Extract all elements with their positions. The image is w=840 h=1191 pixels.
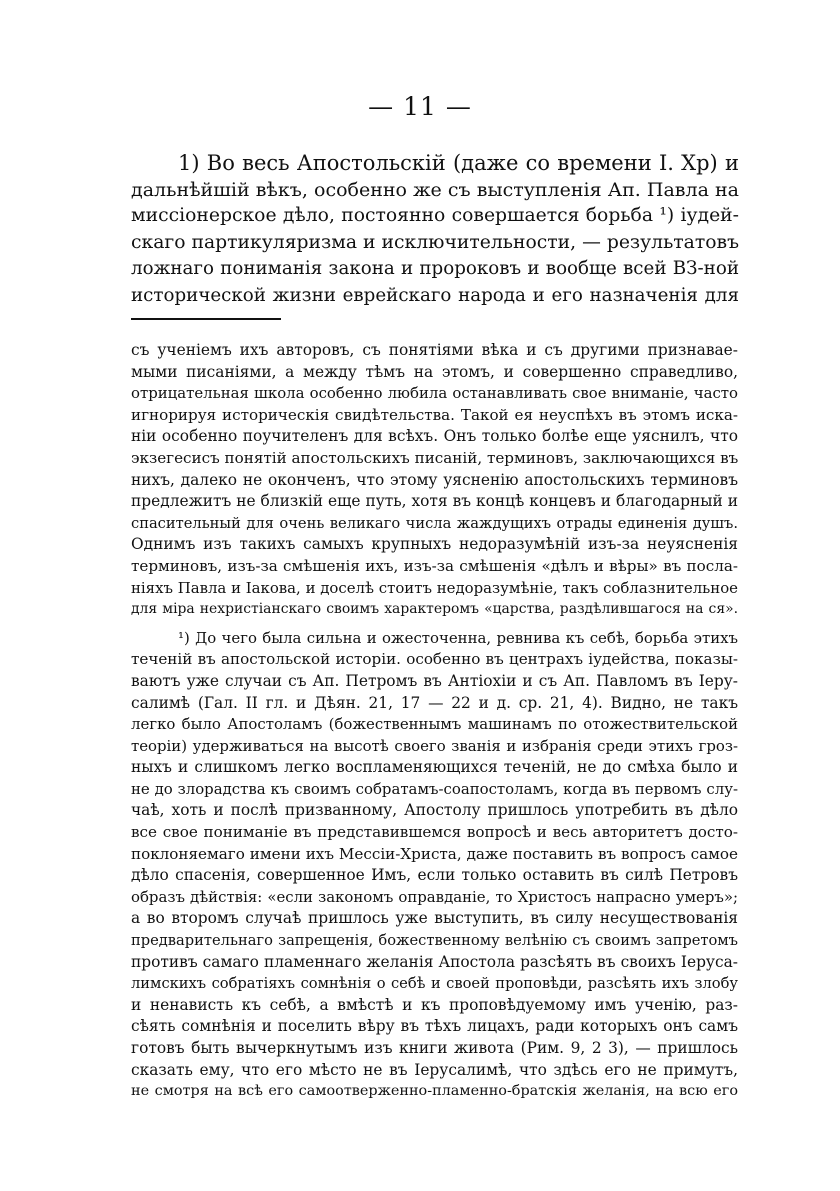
footnote-line: салимѣ (Гал. II гл. и Дѣян. 21, 17 — 22 и д. ср. 21, 4). Видно, не такъ xyxy=(131,693,738,712)
footnote-line: игнорируя историческія свидѣтельства. Такой ея неуспѣхъ въ этомъ иска- xyxy=(131,405,738,424)
footnote-continuation xyxy=(131,340,738,621)
footnote-line: отрицательная школа особенно любила останавливать свое вниманіе, часто xyxy=(131,384,738,403)
footnote-line: предварительнаго запрещенія, божественному велѣнію съ своимъ запретомъ xyxy=(131,932,738,950)
footnote-line: для міра нехристіанскаго своимъ характеромъ «царства, раздѣлившагося на ся». xyxy=(131,601,738,618)
footnote-separator xyxy=(131,318,281,320)
footnotes xyxy=(131,340,738,1103)
footnote-line: ныхъ и слишкомъ легко воспламеняющихся теченій, не до смѣха было и xyxy=(131,758,738,777)
footnote-line: сѣять сомнѣнія и поселить вѣру въ тѣхъ лицахъ, ради которыхъ онъ самъ xyxy=(131,1017,738,1036)
footnote-line: чаѣ, хоть и послѣ призванному, Апостолу пришлось употребить въ дѣло xyxy=(131,801,738,820)
footnote-line: Однимъ изъ такихъ самыхъ крупныхъ недоразумѣній изъ-за неуясненія xyxy=(131,535,738,554)
footnote-line: спасительный для очень великаго числа жаждущихъ отрады единенія душъ. xyxy=(131,514,738,532)
footnote-line: и ненависть къ себѣ, а вмѣстѣ и къ проповѣдуемому имъ ученію, раз- xyxy=(131,995,738,1014)
page-number: — 11 — xyxy=(368,92,472,121)
footnote-line: сказать ему, что его мѣсто не въ Іерусалимѣ, что здѣсь его не примутъ, xyxy=(131,1060,738,1079)
footnote-line: образъ дѣйствія: «если закономъ оправданіе, то Христосъ напрасно умеръ»; xyxy=(131,887,738,906)
footnote-line: экзегесисъ понятій апостольскихъ писаній, терминовъ, заключающихся въ xyxy=(131,448,739,467)
main-line: исторической жизни еврейскаго народа и его назначенія для xyxy=(131,284,739,306)
footnote-line: а во второмъ случаѣ пришлось уже выступить, въ силу несуществованія xyxy=(131,909,738,928)
footnote-line: теоріи) удерживаться на высотѣ своего званія и избранія среди этихъ гроз- xyxy=(131,736,738,755)
footnote-line: предлежитъ не близкій еще путь, хотя въ концѣ концевъ и благодарный и xyxy=(131,492,738,511)
footnote-line: все свое пониманіе въ представившемся вопросѣ и весь авторитетъ досто- xyxy=(131,823,738,842)
footnote-line: ніи особенно поучителенъ для всѣхъ. Онъ только болѣе еще уяснилъ, что xyxy=(131,427,738,446)
footnote-line: ніяхъ Павла и Іакова, и доселѣ стоитъ недоразумѣніе, такъ соблазнительное xyxy=(131,578,738,597)
footnote-line: съ ученіемъ ихъ авторовъ, съ понятіями вѣка и съ другими признавае- xyxy=(131,341,738,359)
footnote-1 xyxy=(131,628,738,1103)
main-line: ложнаго пониманія закона и пророковъ и вообще всей ВЗ-ной xyxy=(131,258,739,279)
footnote-line: готовъ быть вычеркнутымъ изъ книги живота (Рим. 9, 2 3), — пришлось xyxy=(131,1039,738,1057)
footnote-line: противъ самаго пламеннаго желанія Апостола разсѣять въ своихъ Іеруса- xyxy=(131,952,738,971)
footnote-line: лимскихъ собратіяхъ сомнѣнія о себѣ и своей проповѣди, разсѣять ихъ злобу xyxy=(131,975,738,993)
footnote-line: ваютъ уже случаи съ Ап. Петромъ въ Антіохіи и съ Ап. Павломъ въ Іеру- xyxy=(131,671,738,690)
main-paragraph xyxy=(131,150,739,309)
footnote-line: поклоняемаго имени ихъ Мессіи-Христа, даже поставить въ вопросъ самое xyxy=(131,844,738,863)
footnote-line: нихъ, далеко не оконченъ, что этому уясненію апостольскихъ терминовъ xyxy=(131,470,738,489)
main-line: скаго партикуляризма и исключительности, — результатовъ xyxy=(131,231,739,253)
footnote-line: теченій въ апостольской исторіи. особенно въ центрахъ іудейства, показы- xyxy=(131,650,738,669)
main-line: 1) Во весь Апостольскій (даже со времени І. Хр) и xyxy=(178,151,739,175)
footnote-line: легко было Апостоламъ (божественнымъ машинамъ по отожествительской xyxy=(131,715,738,734)
footnote-line: не до злорадства къ своимъ собратамъ-соапостоламъ, когда въ первомъ слу- xyxy=(131,779,738,798)
footnote-line: мыми писаніями, а между тѣмъ на этомъ, и совершенно справедливо, xyxy=(131,362,738,381)
main-line: миссіонерское дѣло, постоянно совершается борьба ¹) іудей- xyxy=(131,205,739,226)
footnote-line: не смотря на всѣ его самоотверженно-пламенно-братскія желанія, на всю его xyxy=(131,1083,738,1100)
footnote-line: ¹) До чего была сильна и ожесточенна, ревнива къ себѣ, борьба этихъ xyxy=(178,628,738,647)
main-line: дальнѣйшій вѣкъ, особенно же съ выступленія Ап. Павла на xyxy=(131,178,739,201)
footnote-line: дѣло спасенія, совершенное Имъ, если только оставить въ силѣ Петровъ xyxy=(131,866,738,885)
footnote-line: терминовъ, изъ-за смѣшенія ихъ, изъ-за смѣшенія «дѣлъ и вѣры» въ посла- xyxy=(131,556,738,575)
